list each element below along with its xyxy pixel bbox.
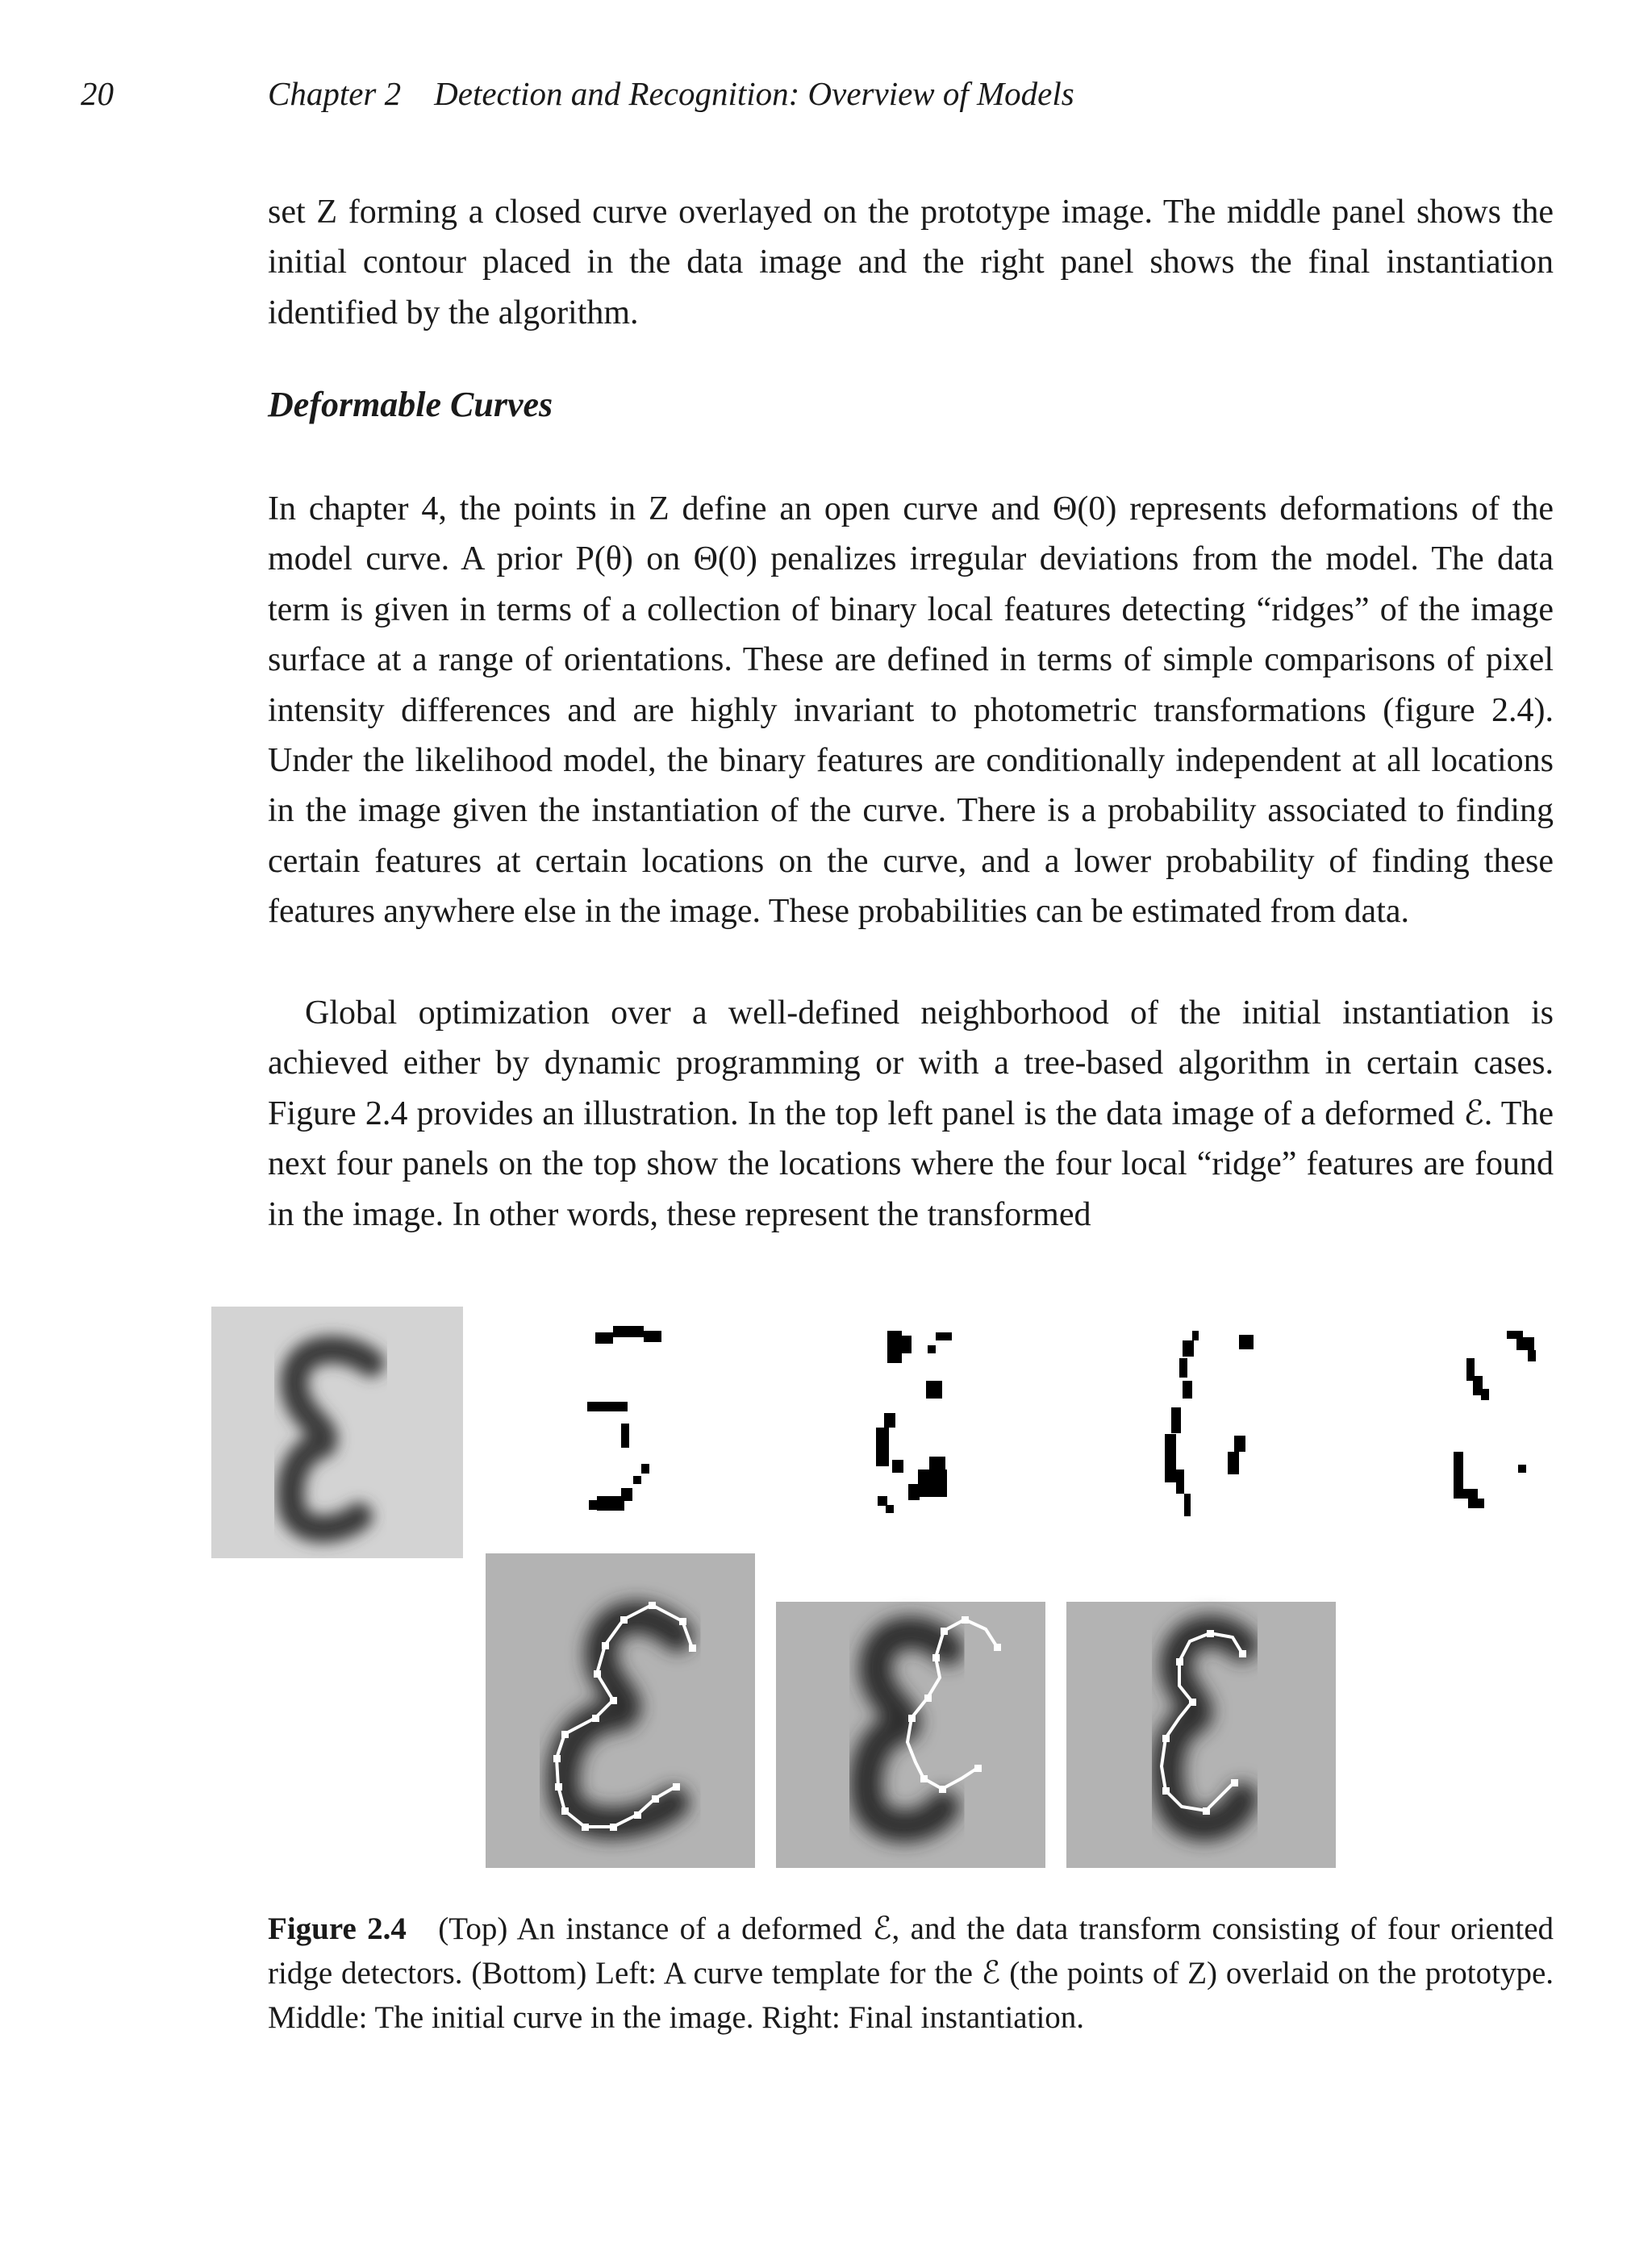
- chapter-title: Chapter 2 Detection and Recognition: Overview of Models: [268, 75, 1074, 112]
- ridge-feature-panel-4: [1454, 1331, 1536, 1508]
- curve-template-points: [553, 1602, 696, 1831]
- paragraph-deformable-curves: [268, 484, 1554, 937]
- ridge-feature-panel-2: [876, 1331, 952, 1513]
- paragraph-intro: [268, 187, 1554, 338]
- figure-caption-text: (Top) An instance of a deformed ℰ, and the data transform consisting of four oriented ridge detectors. (Bottom) Left: A curve template for the ℰ (the points of Z) overlaid on the prototype. Middle: The initial curve in the image. Right: Final instantiation.: [268, 1911, 1554, 2035]
- paragraph-text: Global optimization over a well-defined neighborhood of the initial instantiation is achieved either by dynamic programming or with a tree-based algorithm in certain cases. Figure 2.4 provides an illustration. In the top left panel is the data image of a deformed ℰ. The next four panels on the top show the locations where the four local “ridge” features are found in the image. In other words, these represent the transformed: [268, 994, 1554, 1233]
- data-image-panel: [211, 1307, 463, 1558]
- template-prototype-panel: [486, 1553, 755, 1868]
- paragraph-global-optimization: [268, 988, 1554, 1240]
- initial-curve-line: [907, 1620, 997, 1789]
- paragraph-text: set Z forming a closed curve overlayed on the prototype image. The middle panel shows the initial contour placed in the data image and the right panel shows the final instantiation identified by the algorithm.: [268, 194, 1554, 331]
- paragraph-text: In chapter 4, the points in Z define an open curve and Θ(0) represents deformations of the model curve. A prior P(θ) on Θ(0) penalizes irregular deviations from the model. The data term is given in terms of a collection of binary local features detecting “ridges” of the image surface at a range of orientations. These are defined in terms of simple comparisons of pixel intensity differences and are highly invariant to photometric transformations (figure 2.4). Under the likelihood model, the binary features are conditionally independent at all locations in the image given the instantiation of the curve. There is a probability associated to finding certain features at certain locations on the curve, and a lower probability of finding these features anywhere else in the image. These probabilities can be estimated from data.: [268, 490, 1554, 931]
- ridge-feature-panel-3: [1165, 1331, 1254, 1516]
- initial-curve-panel: [776, 1602, 1045, 1868]
- final-curve-line: [1162, 1633, 1242, 1811]
- page-number: 20: [81, 75, 114, 112]
- final-curve-points: [1162, 1630, 1246, 1815]
- final-instantiation-panel: [1066, 1602, 1336, 1868]
- figure-caption: [268, 1907, 1554, 2040]
- section-heading: Deformable Curves: [268, 385, 553, 424]
- initial-curve-points: [908, 1616, 1001, 1793]
- curve-template-line: [557, 1605, 692, 1827]
- ridge-feature-panel-1: [587, 1326, 661, 1511]
- running-header: [81, 74, 1581, 123]
- figure-label: Figure 2.4: [268, 1911, 407, 1946]
